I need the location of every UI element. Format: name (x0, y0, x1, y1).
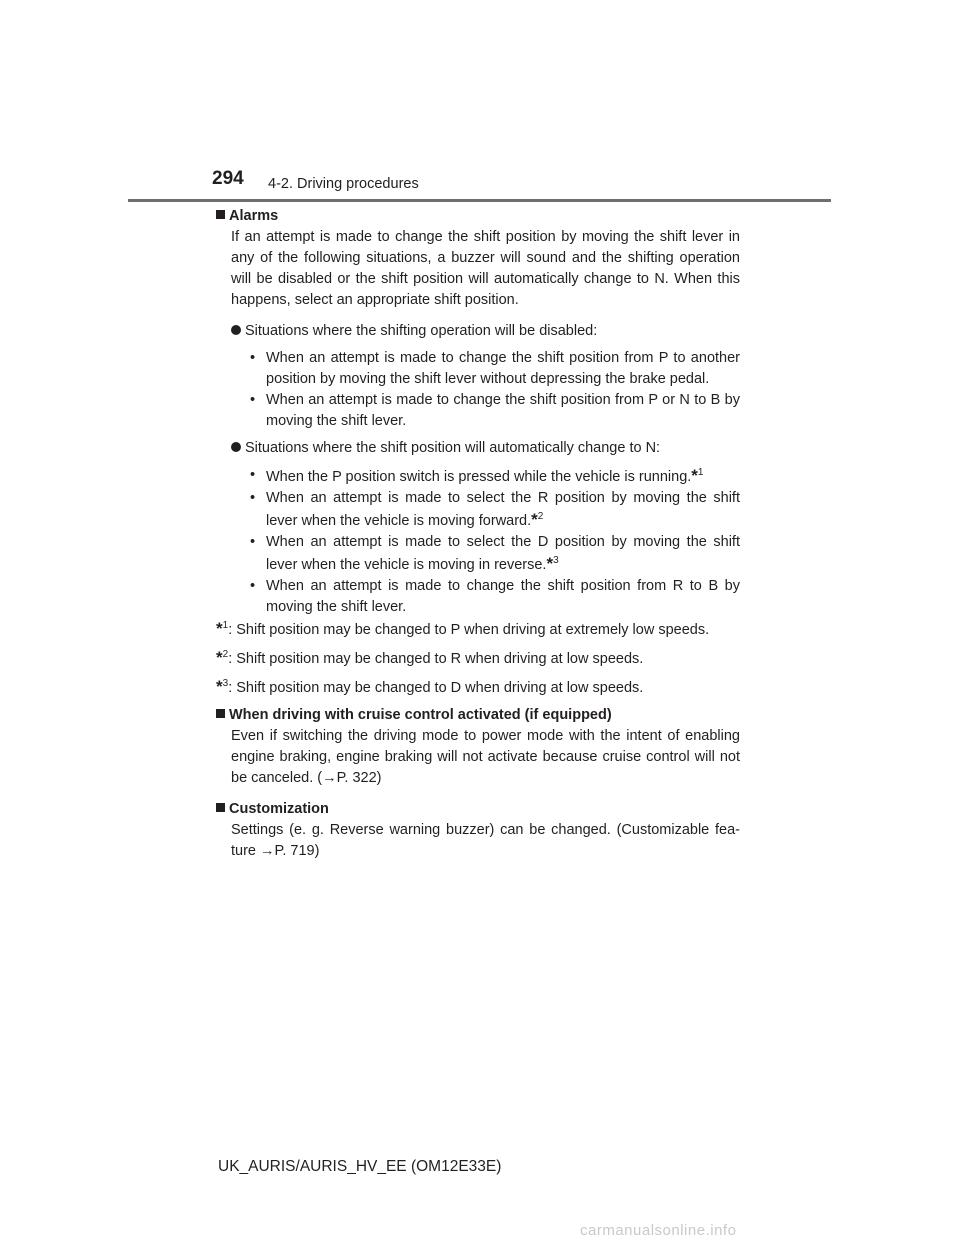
footnote-1: *$^1$: Shift position may be changed to P when driving at extremely low speeds. (216, 619, 710, 638)
footer-model-code: UK_AURIS/AURIS_HV_EE (OM12E33E) (218, 1158, 502, 1175)
disabled-subheading: Situations where the shifting operation will be disabled: (231, 321, 740, 342)
list-item: • When an attempt is made to change the shift position from P to another position by moving the shift lever without depressing the brake pedal. (250, 348, 740, 390)
page-content (216, 206, 740, 872)
page-header (0, 0, 960, 210)
auto-list (250, 465, 740, 618)
circle-bullet-icon (231, 442, 241, 452)
customization-text: Settings (e. g. Reverse warning buzzer) can be changed. (Customizable fea-ture →P. 719) (231, 822, 740, 859)
cruise-heading: When driving with cruise control activated (if equipped) (216, 705, 740, 726)
footnote-3: *$^3$: Shift position may be changed to D when driving at low speeds. (216, 677, 644, 696)
customization-heading: Customization (216, 799, 740, 820)
cruise-text: Even if switching the driving mode to power mode with the intent of enabling engine braking, engine braking will not activate because cruise control will not be canceled. (→P. 322) (231, 728, 740, 786)
square-bullet-icon (216, 709, 225, 718)
disabled-list (250, 348, 740, 432)
section-title: 4-2. Driving procedures (268, 176, 419, 192)
square-bullet-icon (216, 803, 225, 812)
footnote-2: *$^2$: Shift position may be changed to R when driving at low speeds. (216, 648, 644, 667)
auto-subheading: Situations where the shift position will automatically change to N: (231, 438, 740, 459)
watermark: carmanualsonline.info (580, 1222, 737, 1239)
alarms-heading: Alarms (216, 206, 740, 227)
page-number: 294 (212, 168, 244, 189)
list-item: • When an attempt is made to select the D position by moving the shift lever when the vehicle is moving in reverse.*$^3$ (250, 532, 740, 576)
alarms-intro: If an attempt is made to change the shift position by moving the shift lever in any of the following situations, a buzzer will sound and the shifting operation will be disabled or the shift position will automatically change to N. When this happens, select an appropriate shift position. (231, 229, 740, 308)
square-bullet-icon (216, 210, 225, 219)
circle-bullet-icon (231, 325, 241, 335)
list-item: • When an attempt is made to select the R position by moving the shift lever when the vehicle is moving forward.*$^2$ (250, 488, 740, 532)
list-item: • When an attempt is made to change the shift position from P or N to B by moving the shift lever. (250, 390, 740, 432)
list-item: • When the P position switch is pressed while the vehicle is running.*$^1$ (250, 465, 740, 488)
list-item: • When an attempt is made to change the shift position from R to B by moving the shift lever. (250, 576, 740, 618)
header-divider (128, 199, 831, 202)
